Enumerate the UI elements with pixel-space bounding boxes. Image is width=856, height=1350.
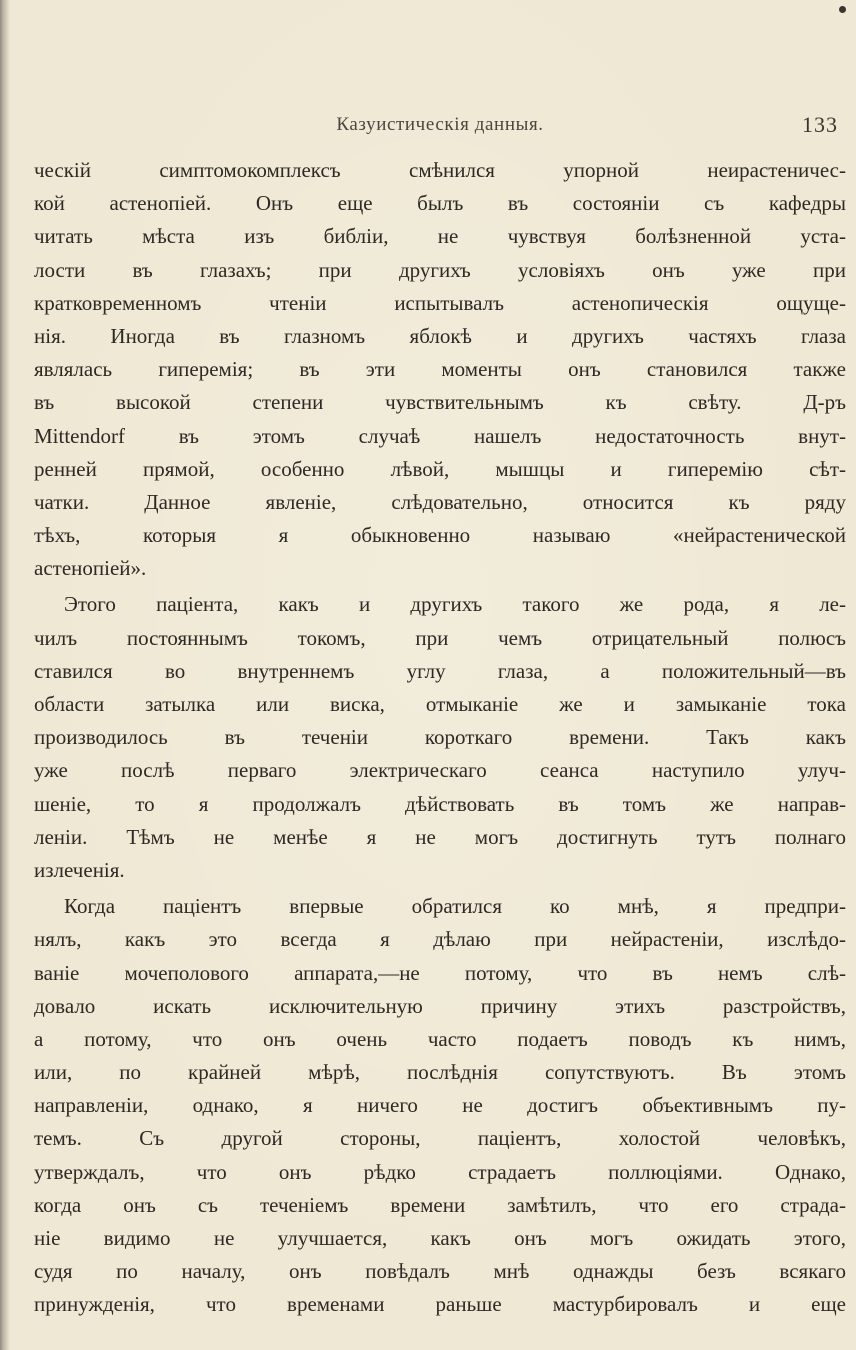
text-line: или, по крайней мѣрѣ, послѣднія сопутствуютъ. Въ этомъ: [34, 1060, 846, 1085]
text-line: области затылка или виска, отмыканіе же и замыканіе тока: [34, 692, 846, 716]
paragraph-1: [34, 154, 846, 585]
text-line: читать мѣста изъ библіи, не чувствуя болѣзненной уста-: [34, 224, 846, 249]
text-line: въ высокой степени чувствительнымъ къ свѣту. Д-ръ: [34, 390, 846, 415]
text-line: уже послѣ перваго электрическаго сеанса наступило улуч-: [34, 758, 846, 783]
page-number: 133: [802, 112, 838, 137]
text-line: ваніе мочеполового аппарата,—не потому, что въ немъ слѣ-: [34, 960, 846, 985]
text-line: Этого паціента, какъ и другихъ такого же рода, я ле-: [64, 592, 846, 617]
text-line: ставился во внутреннемъ углу глаза, а положительный—въ: [34, 658, 846, 683]
text-line: чатки. Данное явленіе, слѣдовательно, относится къ ряду: [34, 489, 846, 514]
text-line: Когда паціентъ впервые обратился ко мнѣ, я предпри-: [64, 894, 846, 919]
text-line: Mittendorf въ этомъ случаѣ нашелъ недостаточность внут-: [34, 423, 846, 448]
running-title: Казуистическія данныя.: [336, 114, 544, 135]
text-line: нія. Иногда въ глазномъ яблокѣ и другихъ частяхъ глаза: [34, 323, 846, 348]
text-line: излеченія.: [34, 857, 125, 882]
text-line: темъ. Съ другой стороны, паціентъ, холостой человѣкъ,: [34, 1126, 846, 1151]
text-line: судя по началу, онъ повѣдалъ мнѣ однажды безъ всякаго: [34, 1259, 846, 1284]
text-line: довало искать исключительную причину этихъ разстройствъ,: [34, 993, 846, 1018]
text-line: утверждалъ, что онъ рѣдко страдаетъ поллюціями. Однако,: [34, 1159, 846, 1184]
page-binding-edge: [0, 0, 10, 1350]
text-line: леніи. Тѣмъ не менѣе я не могъ достигнуть тутъ полнаго: [34, 824, 846, 849]
paragraph-3: [34, 890, 846, 1321]
text-line: производилось въ теченіи короткаго времени. Такъ какъ: [34, 725, 846, 750]
text-line: кратковременномъ чтеніи испытывалъ астенопическія ощуще-: [34, 290, 846, 315]
page-header: [34, 110, 846, 140]
text-line: а потому, что онъ очень часто подаетъ поводъ къ нимъ,: [34, 1026, 846, 1051]
text-line: тѣхъ, которыя я обыкновенно называю «нейрастенической: [34, 523, 846, 548]
text-line: ніе видимо не улучшается, какъ онъ могъ ожидать этого,: [34, 1226, 846, 1250]
ink-spot: [839, 6, 846, 13]
body-text: [34, 154, 846, 1322]
text-line: нялъ, какъ это всегда я дѣлаю при нейрастеніи, изслѣдо-: [34, 927, 846, 952]
text-line: ческій симптомокомплексъ смѣнился упорной неирастеничес-: [34, 158, 846, 182]
text-line: когда онъ съ теченіемъ времени замѣтилъ, что его страда-: [34, 1192, 846, 1217]
text-line: кой астенопіей. Онъ еще былъ въ состояніи съ кафедры: [34, 191, 846, 216]
text-line: лости въ глазахъ; при другихъ условіяхъ онъ уже при: [34, 257, 846, 282]
paragraph-2: [34, 588, 846, 887]
text-line: астенопіей».: [34, 556, 147, 581]
text-line: ренней прямой, особенно лѣвой, мышцы и гиперемію сѣт-: [34, 456, 846, 481]
text-line: чилъ постояннымъ токомъ, при чемъ отрицательный полюсъ: [34, 625, 846, 650]
text-line: шеніе, то я продолжалъ дѣйствовать въ томъ же направ-: [34, 791, 846, 816]
text-line: являлась гиперемія; въ эти моменты онъ становился также: [34, 357, 846, 382]
text-line: принужденія, что временами раньше мастурбировалъ и еще: [34, 1292, 846, 1317]
text-line: направленіи, однако, я ничего не достигъ объективнымъ пу-: [34, 1093, 846, 1118]
